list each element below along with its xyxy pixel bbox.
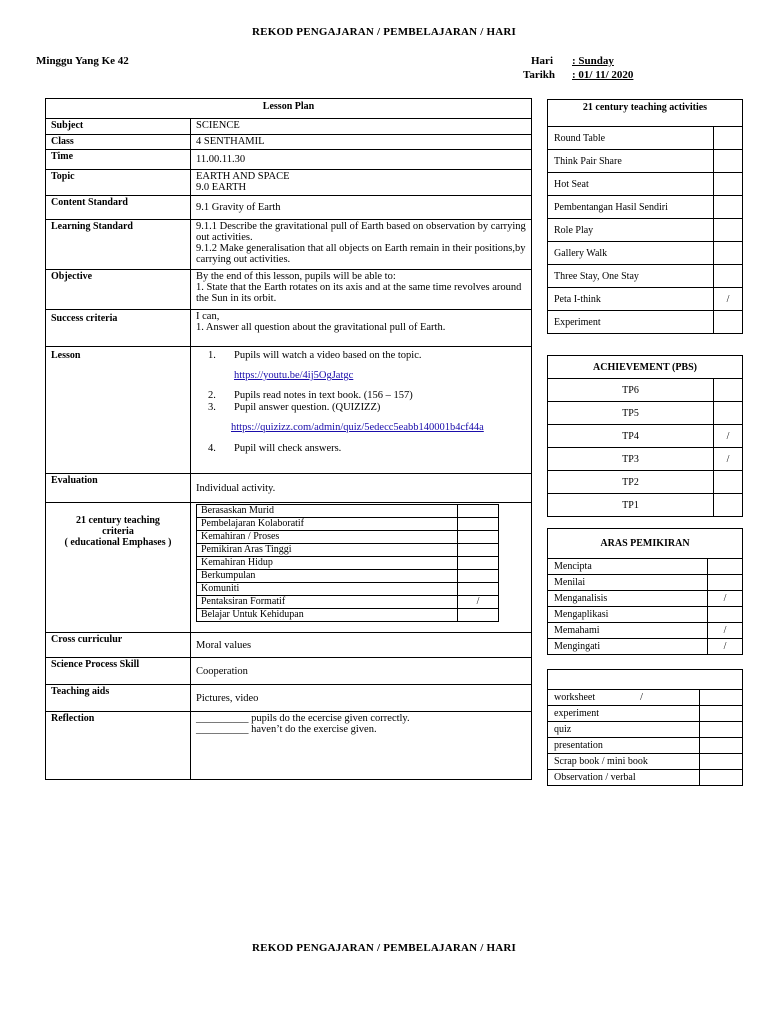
achievement-row: TP3 / [548, 448, 743, 471]
achievement-row: TP6 [548, 379, 743, 402]
activity-row: Peta I-think / [548, 288, 743, 311]
lesson-step: 4. Pupil will check answers. [208, 443, 342, 454]
criteria-row: Kemahiran Hidup [197, 557, 499, 570]
criteria-row: Kemahiran / Proses [197, 531, 499, 544]
criteria-mark [458, 557, 499, 570]
activities-table [547, 99, 743, 334]
achievement-row: TP4 / [548, 425, 743, 448]
teaching-aids-value: Pictures, video [191, 685, 532, 712]
activity-row: Round Table [548, 127, 743, 150]
content-standard-label: Content Standard [46, 196, 191, 220]
youtube-link[interactable]: https://youtu.be/4ij5OgJatgc [234, 370, 354, 381]
lesson-plan-table [45, 98, 532, 780]
lesson-steps [191, 347, 532, 474]
assessment-row: experiment [548, 706, 743, 722]
assessment-mark [700, 754, 743, 770]
aras-mark: / [708, 623, 743, 639]
criteria-row: Berkumpulan [197, 570, 499, 583]
quizizz-link[interactable]: https://quizizz.com/admin/quiz/5edecc5eabb140001b4cf44a [231, 422, 484, 433]
activity-mark [714, 265, 743, 288]
reflection-label: Reflection [46, 712, 191, 780]
achievement-row: TP1 [548, 494, 743, 517]
criteria-mark [458, 518, 499, 531]
learning-standard-label: Learning Standard [46, 220, 191, 270]
aras-mark [708, 607, 743, 623]
criteria-row: Komuniti [197, 583, 499, 596]
lesson-link-item [196, 422, 526, 433]
reflection-line-2: __________ haven’t do the exercise given. [196, 724, 377, 735]
criteria-mark: / [458, 596, 499, 609]
assessment-mark [700, 706, 743, 722]
lesson-step-list [196, 350, 526, 454]
aras-row: Menganalisis / [548, 591, 743, 607]
activity-mark [714, 311, 743, 334]
activity-row: Experiment [548, 311, 743, 334]
activity-row: Role Play [548, 219, 743, 242]
assessment-mark [700, 722, 743, 738]
assessment-heading-cell [548, 670, 743, 690]
aras-row: Mengaplikasi [548, 607, 743, 623]
activity-mark: / [714, 288, 743, 311]
aras-row: Menilai [548, 575, 743, 591]
date-value: : 01/ 11/ 2020 [572, 69, 634, 81]
lesson-label: Lesson [46, 347, 191, 474]
criteria-cell [191, 503, 532, 633]
lesson-link-item [196, 370, 526, 381]
criteria-row: Pemikiran Aras Tinggi [197, 544, 499, 557]
criteria-row: Pembelajaran Kolaboratif [197, 518, 499, 531]
criteria-row: Belajar Untuk Kehidupan [197, 609, 499, 622]
achievement-mark: / [714, 425, 743, 448]
success-line-2: 1. Answer all question about the gravitational pull of Earth. [196, 322, 446, 333]
aras-row: Memahami / [548, 623, 743, 639]
topic-line-1: EARTH AND SPACE [196, 171, 290, 182]
achievement-table [547, 355, 743, 517]
achievement-mark [714, 379, 743, 402]
activity-row: Hot Seat [548, 173, 743, 196]
lesson-step: 3. Pupil answer question. (QUIZIZZ) [208, 402, 381, 413]
topic-line-2: 9.0 EARTH [196, 182, 247, 193]
activity-mark [714, 127, 743, 150]
day-value: : Sunday [572, 55, 614, 67]
topic-value [191, 170, 532, 196]
class-label: Class [46, 135, 191, 150]
assessment-table [547, 669, 743, 786]
lesson-plan-heading: Lesson Plan [46, 99, 532, 119]
class-value: 4 SENTHAMIL [191, 135, 532, 150]
activity-mark [714, 219, 743, 242]
assessment-row: Observation / verbal [548, 770, 743, 786]
aras-mark [708, 559, 743, 575]
activity-row: Gallery Walk [548, 242, 743, 265]
reflection-value [191, 712, 532, 780]
achievement-mark [714, 471, 743, 494]
assessment-mark [700, 770, 743, 786]
activity-row: Three Stay, One Stay [548, 265, 743, 288]
criteria-mark [458, 505, 499, 518]
achievement-mark: / [714, 448, 743, 471]
activity-row: Think Pair Share [548, 150, 743, 173]
criteria-mark [458, 570, 499, 583]
aras-mark: / [708, 591, 743, 607]
activity-mark [714, 196, 743, 219]
week-label: Minggu Yang Ke 42 [36, 55, 129, 67]
learning-standard-1: 9.1.1 Describe the gravitational pull of Earth based on observation by carrying out activities. [196, 221, 526, 243]
aras-row: Mengingati / [548, 639, 743, 655]
criteria-mark [458, 531, 499, 544]
objective-line-1: By the end of this lesson, pupils will be able to: [196, 271, 396, 282]
aras-pemikiran-heading: ARAS PEMIKIRAN [548, 529, 743, 559]
activities-heading: 21 century teaching activities [548, 100, 743, 127]
objective-label: Objective [46, 270, 191, 310]
lesson-step: 1. Pupils will watch a video based on the topic. [208, 350, 422, 361]
criteria-mark [458, 609, 499, 622]
subject-value: SCIENCE [191, 119, 532, 135]
science-process-skill-label: Science Process Skill [46, 658, 191, 685]
cross-curricular-value: Moral values [191, 633, 532, 658]
success-line-1: I can, [196, 311, 220, 322]
achievement-heading: ACHIEVEMENT (PBS) [548, 356, 743, 379]
assessment-mark [700, 738, 743, 754]
date-label: Tarikh [523, 69, 556, 81]
objective-line-2: 1. State that the Earth rotates on its axis and at the same time revolves around the Sun in its orbit. [196, 282, 522, 304]
criteria-mark [458, 583, 499, 596]
page-title-bottom: REKOD PENGAJARAN / PEMBELAJARAN / HARI [252, 942, 516, 954]
success-criteria-label: Success criteria [46, 310, 191, 347]
assessment-row: Scrap book / mini book [548, 754, 743, 770]
aras-mark [708, 575, 743, 591]
activity-row: Pembentangan Hasil Sendiri [548, 196, 743, 219]
activity-mark [714, 150, 743, 173]
evaluation-label: Evaluation [46, 474, 191, 503]
criteria-mark [458, 544, 499, 557]
cross-curricular-label: Cross curriculur [46, 633, 191, 658]
criteria-table [196, 504, 499, 622]
learning-standard-value [191, 220, 532, 270]
assessment-mark [700, 690, 743, 706]
teaching-aids-label: Teaching aids [46, 685, 191, 712]
assessment-row: presentation [548, 738, 743, 754]
achievement-row: TP2 [548, 471, 743, 494]
time-value: 11.00.11.30 [191, 150, 532, 170]
evaluation-value: Individual activity. [191, 474, 532, 503]
activity-mark [714, 242, 743, 265]
achievement-row: TP5 [548, 402, 743, 425]
topic-label: Topic [46, 170, 191, 196]
criteria-row: Pentaksiran Formatif / [197, 596, 499, 609]
time-label: Time [46, 150, 191, 170]
learning-standard-2: 9.1.2 Make generalisation that all objects on Earth remain in their positions,by carrying out activities. [196, 243, 526, 265]
success-criteria-value [191, 310, 532, 347]
aras-row: Mencipta [548, 559, 743, 575]
objective-value [191, 270, 532, 310]
criteria-label: 21 century teaching criteria ( educational Emphases ) [46, 503, 191, 633]
criteria-row: Berasaskan Murid [197, 505, 499, 518]
subject-label: Subject [46, 119, 191, 135]
science-process-skill-value: Cooperation [191, 658, 532, 685]
activity-mark [714, 173, 743, 196]
page-title: REKOD PENGAJARAN / PEMBELAJARAN / HARI [252, 26, 516, 38]
lesson-step: 2. Pupils read notes in text book. (156 – 157) [208, 390, 413, 401]
aras-pemikiran-table [547, 528, 743, 655]
achievement-mark [714, 402, 743, 425]
aras-mark: / [708, 639, 743, 655]
assessment-row: worksheet / [548, 690, 743, 706]
content-standard-value: 9.1 Gravity of Earth [191, 196, 532, 220]
day-label: Hari [531, 55, 553, 67]
achievement-mark [714, 494, 743, 517]
assessment-row: quiz [548, 722, 743, 738]
reflection-line-1: __________ pupils do the ecercise given correctly. [196, 713, 410, 724]
